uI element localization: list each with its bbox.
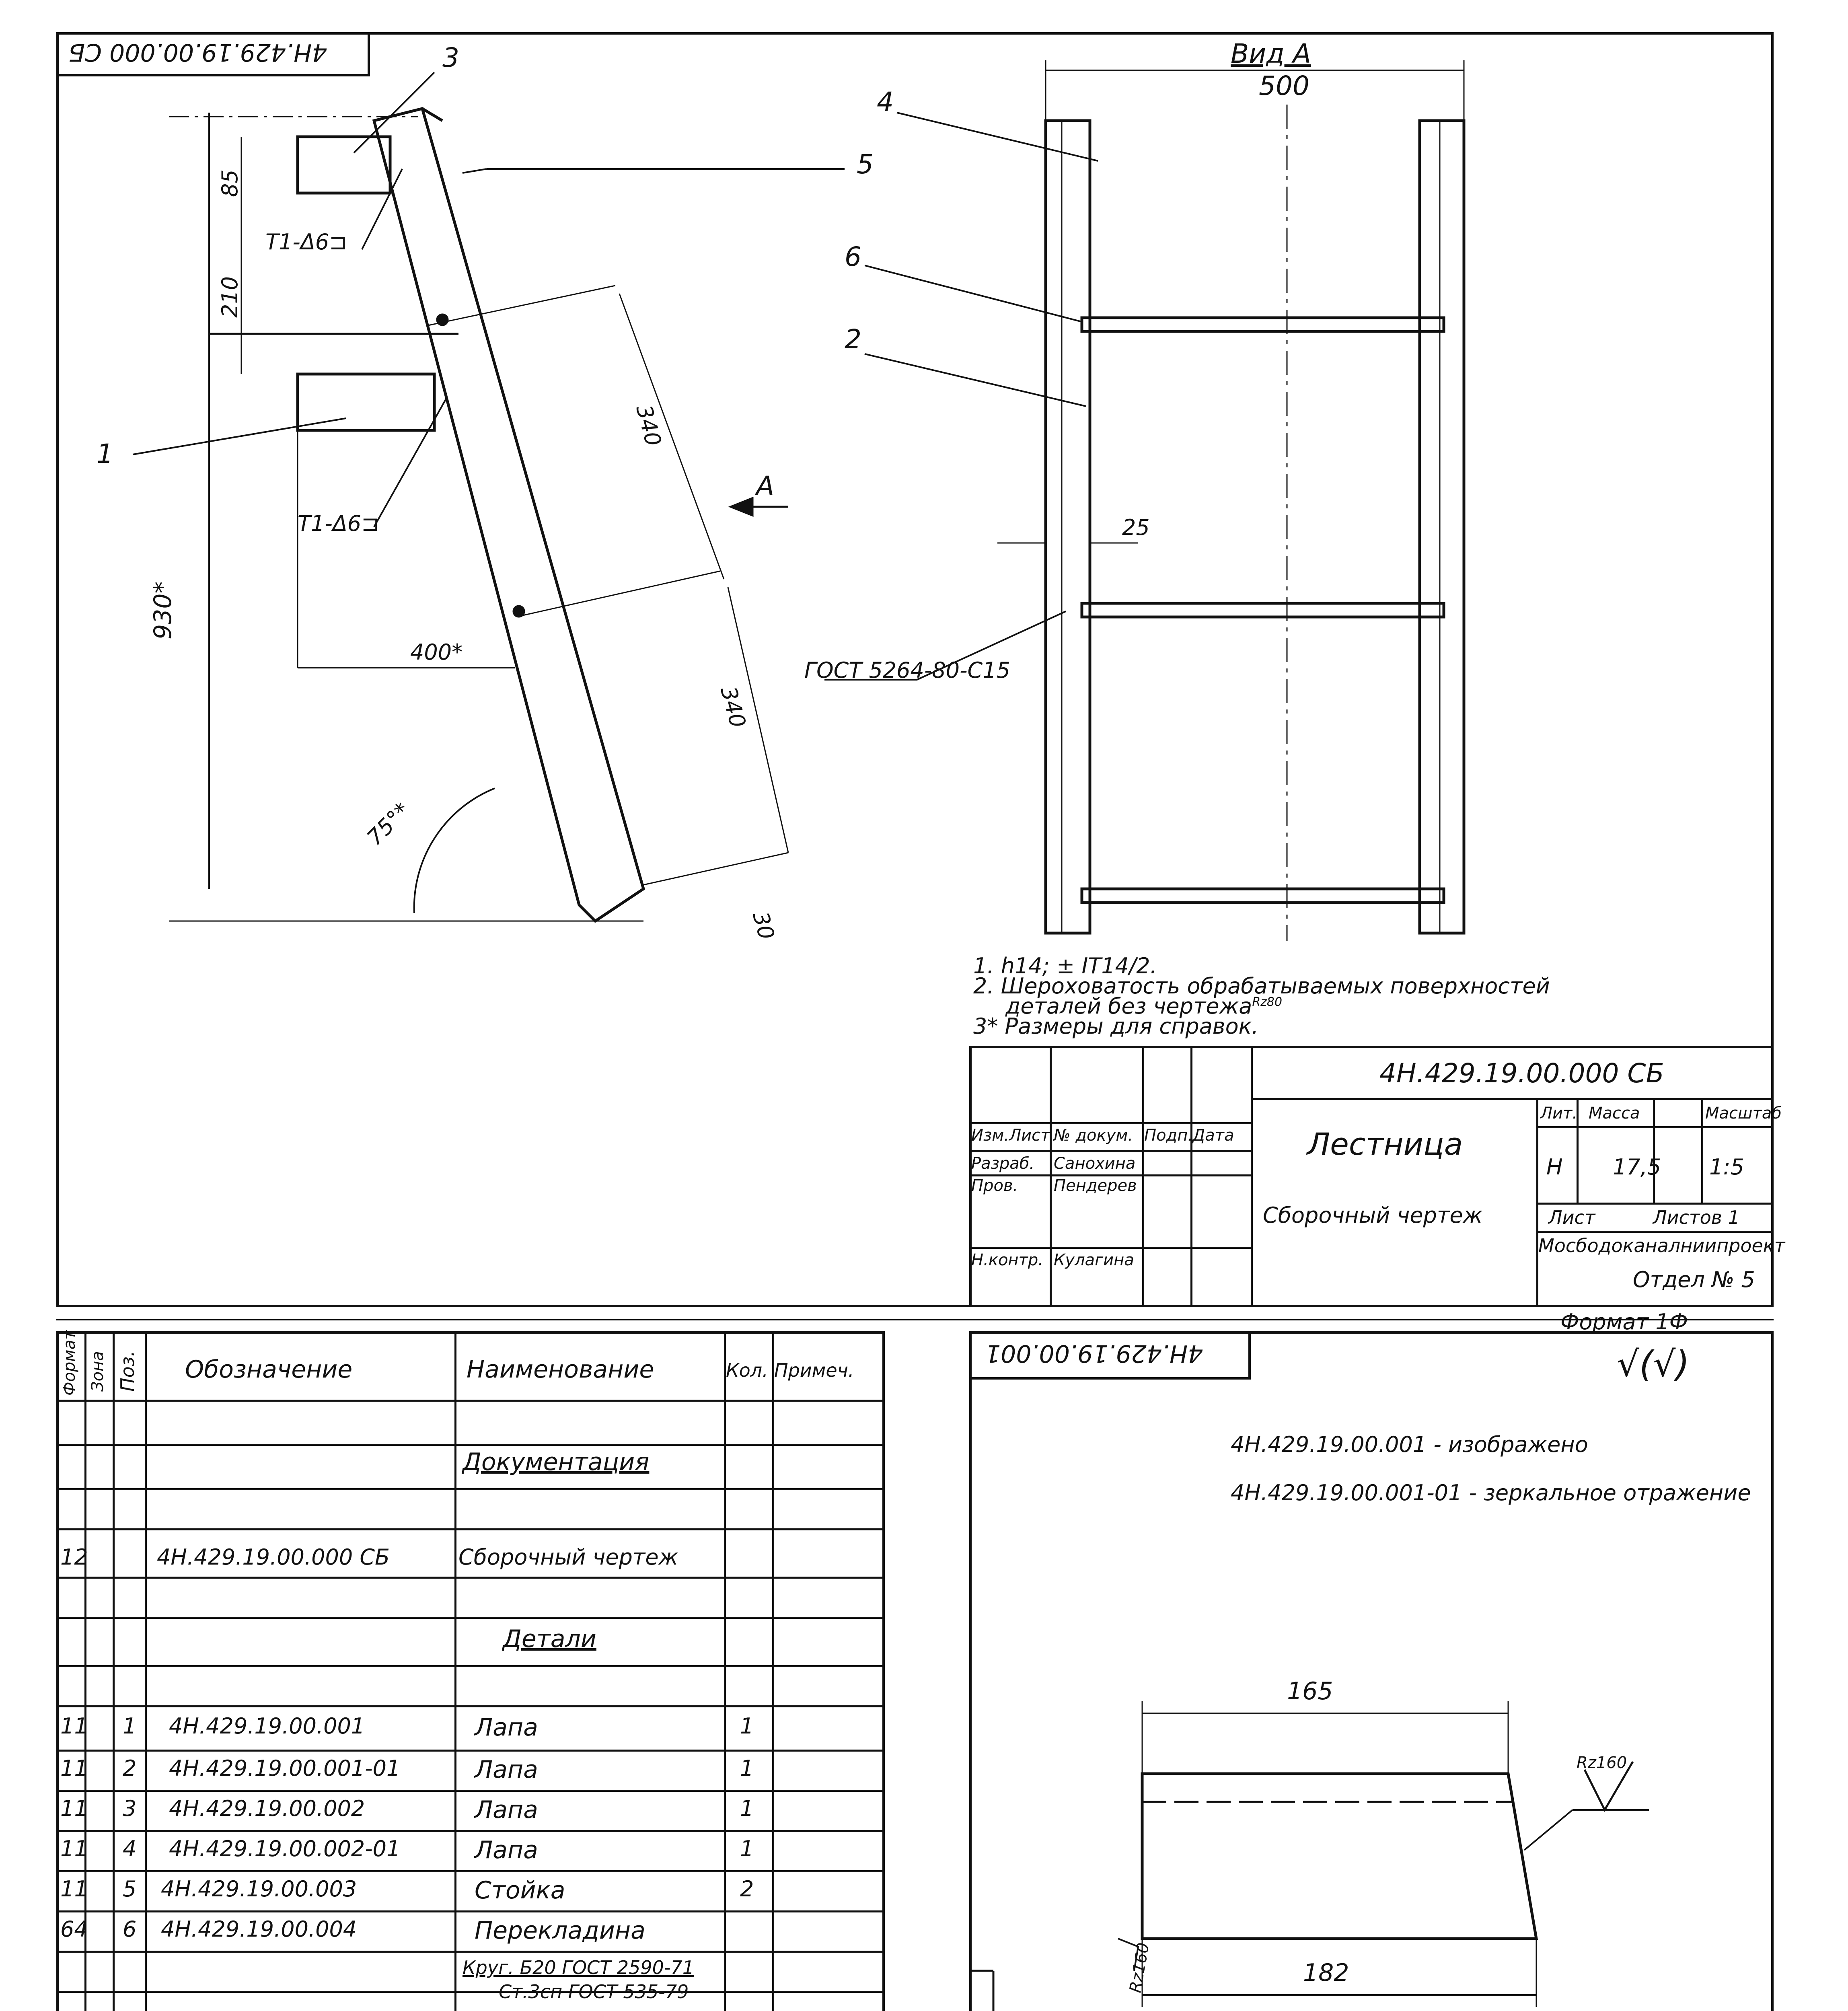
dim-75-deg: 75°* — [362, 798, 415, 851]
note-2-cont: деталей без чертежа$^{Rz80}$ — [1005, 993, 1283, 1019]
dim-400: 400* — [410, 639, 463, 665]
spec-header-name: Наименование — [467, 1355, 654, 1384]
note-1: 1. h14; ± IT14/2. — [973, 953, 1157, 979]
spec-row-fmt: 11 — [60, 1713, 88, 1739]
dim-182: 182 — [1303, 1959, 1349, 1987]
sheet-separator — [56, 1319, 1774, 1320]
spec-row-pos: 6 — [123, 1916, 137, 1942]
dim-210: 210 — [217, 276, 243, 318]
spec-material-1: Круг. Б20 ГОСТ 2590-71 — [463, 1957, 695, 1978]
note-2: 2. Шероховатость обрабатываемых поверхностей — [973, 973, 1550, 999]
dim-25: 25 — [1122, 515, 1150, 540]
spec-row-qty: 1 — [740, 1796, 754, 1821]
sheet1-tb-row-nk: Н.контр. — [971, 1251, 1043, 1269]
sheet1-tb-lit-label: Лит. — [1540, 1104, 1578, 1123]
sheet1-tb-row-chk: Пров. — [971, 1176, 1018, 1195]
spec-row-qty: 1 — [740, 1836, 754, 1861]
spec-row-name: Перекладина — [475, 1916, 645, 1945]
spec-header-qty: Кол. — [726, 1359, 768, 1381]
roughness-symbol: √(√) — [1617, 1343, 1690, 1385]
view-a-title: Вид А — [1231, 38, 1311, 69]
weld-symbol-2: Т1-Δ6⊐ — [298, 511, 380, 536]
spec-row-name: Стойка — [475, 1876, 565, 1904]
spec-row-fmt: 11 — [60, 1756, 88, 1781]
sheet1-tb-row-dev: Разраб. — [971, 1154, 1035, 1173]
sheet1-tb-org: Мосбодоканалниипроект — [1538, 1235, 1785, 1256]
leader-4: 4 — [877, 86, 894, 117]
dim-165: 165 — [1287, 1677, 1333, 1705]
spec-row-name: Лапа — [475, 1713, 538, 1742]
leader-5: 5 — [857, 149, 874, 180]
side-stamp — [973, 1971, 992, 2011]
spec-header-zone: Зона — [88, 1351, 107, 1392]
spec-section-parts: Детали — [503, 1625, 596, 1653]
sheet1-tb-mass: 17,5 — [1613, 1154, 1661, 1180]
spec-row-des: 4Н.429.19.00.004 — [161, 1916, 357, 1942]
sheet1-tb-scale: 1:5 — [1709, 1154, 1744, 1180]
weld-symbol-1: Т1-Δ6⊐ — [265, 229, 347, 255]
spec-row-pos: 5 — [123, 1876, 137, 1902]
spec-row-fmt: 11 — [60, 1876, 88, 1902]
spec-row-fmt: 12 — [60, 1544, 88, 1570]
spec-section-docs: Документация — [463, 1448, 650, 1476]
spec-row-des: 4Н.429.19.00.001 — [169, 1713, 365, 1739]
dim-930: 930* — [149, 581, 177, 639]
sheet1-tb-code: 4Н.429.19.00.000 СБ — [1379, 1058, 1664, 1089]
weld-gost: ГОСТ 5264-80-С15 — [804, 658, 1010, 683]
dim-340-b: 340 — [715, 684, 751, 730]
spec-header-note: Примеч. — [774, 1359, 854, 1381]
sheet1-tb-mass-label: Масса — [1589, 1104, 1640, 1123]
sheet1-tb-sheet-label: Лист — [1548, 1207, 1595, 1228]
part-outline — [1142, 1774, 1536, 1939]
view-a-width: 500 — [1259, 70, 1309, 101]
spec-row-name: Лапа — [475, 1796, 538, 1824]
spec-row-qty: 1 — [740, 1756, 754, 1781]
view-arrow-a: А — [756, 471, 775, 502]
sheet1-tb-col-doc: № докум. — [1054, 1126, 1133, 1145]
spec-row-fmt: 11 — [60, 1796, 88, 1821]
sheet1-tb-row-dev-name: Санохина — [1054, 1154, 1136, 1173]
sheet1-rotated-code: 4Н.429.19.00.000 СБ — [68, 38, 327, 66]
spec-row-name: Сборочный чертеж — [458, 1544, 678, 1570]
spec-row-name: Лапа — [475, 1836, 538, 1864]
dim-30: 30 — [748, 909, 779, 942]
sheet1-tb-row-chk-name: Пендерев — [1054, 1176, 1137, 1195]
spec-row-qty: 1 — [740, 1713, 754, 1739]
spec-row-fmt: 64 — [60, 1916, 88, 1942]
sheet1-tb-col-sign: Подп. — [1144, 1126, 1193, 1145]
spec-row-des: 4Н.429.19.00.003 — [161, 1876, 357, 1902]
spec-row-des: 4Н.429.19.00.002 — [169, 1796, 365, 1821]
sheet1-tb-scale-label: Масштаб — [1705, 1104, 1782, 1123]
leader-1: 1 — [97, 438, 113, 469]
spec-header-pos: Поз. — [117, 1351, 138, 1392]
dim-85: 85 — [217, 169, 243, 197]
spec-material-2: Ст.3сп ГОСТ 535-79 — [499, 1981, 689, 2003]
spec-row-qty: 2 — [740, 1876, 754, 1902]
spec-row-des: 4Н.429.19.00.002-01 — [169, 1836, 401, 1861]
sheet1-tb-name: Лестница — [1307, 1126, 1463, 1162]
spec-header-designation: Обозначение — [185, 1355, 353, 1384]
sheet1-format: Формат 1Ф — [1560, 1309, 1688, 1334]
sheet1-tb-lit: Н — [1546, 1154, 1563, 1180]
spec-row-pos: 4 — [123, 1836, 137, 1861]
leader-2: 2 — [845, 324, 861, 355]
note-shown: 4Н.429.19.00.001 - изображено — [1231, 1432, 1588, 1457]
leader-6: 6 — [845, 241, 861, 272]
sheet1-tb-dept: Отдел № 5 — [1633, 1267, 1755, 1292]
spec-row-pos: 1 — [123, 1713, 137, 1739]
rz-right: Rz160 — [1577, 1754, 1627, 1772]
leader-3: 3 — [442, 42, 459, 73]
sheet1-tb-doctype: Сборочный чертеж — [1263, 1203, 1483, 1228]
dim-340-a: 340 — [631, 402, 666, 449]
spec-row-fmt: 11 — [60, 1836, 88, 1861]
spec-row-pos: 2 — [123, 1756, 137, 1781]
spec-row-des: 4Н.429.19.00.001-01 — [169, 1756, 401, 1781]
sheet1-tb-row-nk-name: Кулагина — [1054, 1251, 1134, 1269]
spec-row-des: 4Н.429.19.00.000 СБ — [157, 1544, 390, 1570]
note-3: 3* Размеры для справок. — [973, 1014, 1259, 1039]
sheet3-rotated-code: 4Н.429.19.00.001 — [985, 1339, 1203, 1367]
sheet1-tb-col-izm: Изм.Лист — [971, 1126, 1050, 1145]
spec-row-name: Лапа — [475, 1756, 538, 1784]
note-mirror: 4Н.429.19.00.001-01 - зеркальное отражение — [1231, 1480, 1751, 1505]
rz-left: Rz160 — [1126, 1941, 1153, 1994]
spec-row-pos: 3 — [123, 1796, 137, 1821]
spec-header-format: Формат — [60, 1330, 79, 1396]
sheet1-tb-col-date: Дата — [1192, 1126, 1234, 1145]
sheet1-tb-sheets-label: Листов 1 — [1653, 1207, 1740, 1228]
